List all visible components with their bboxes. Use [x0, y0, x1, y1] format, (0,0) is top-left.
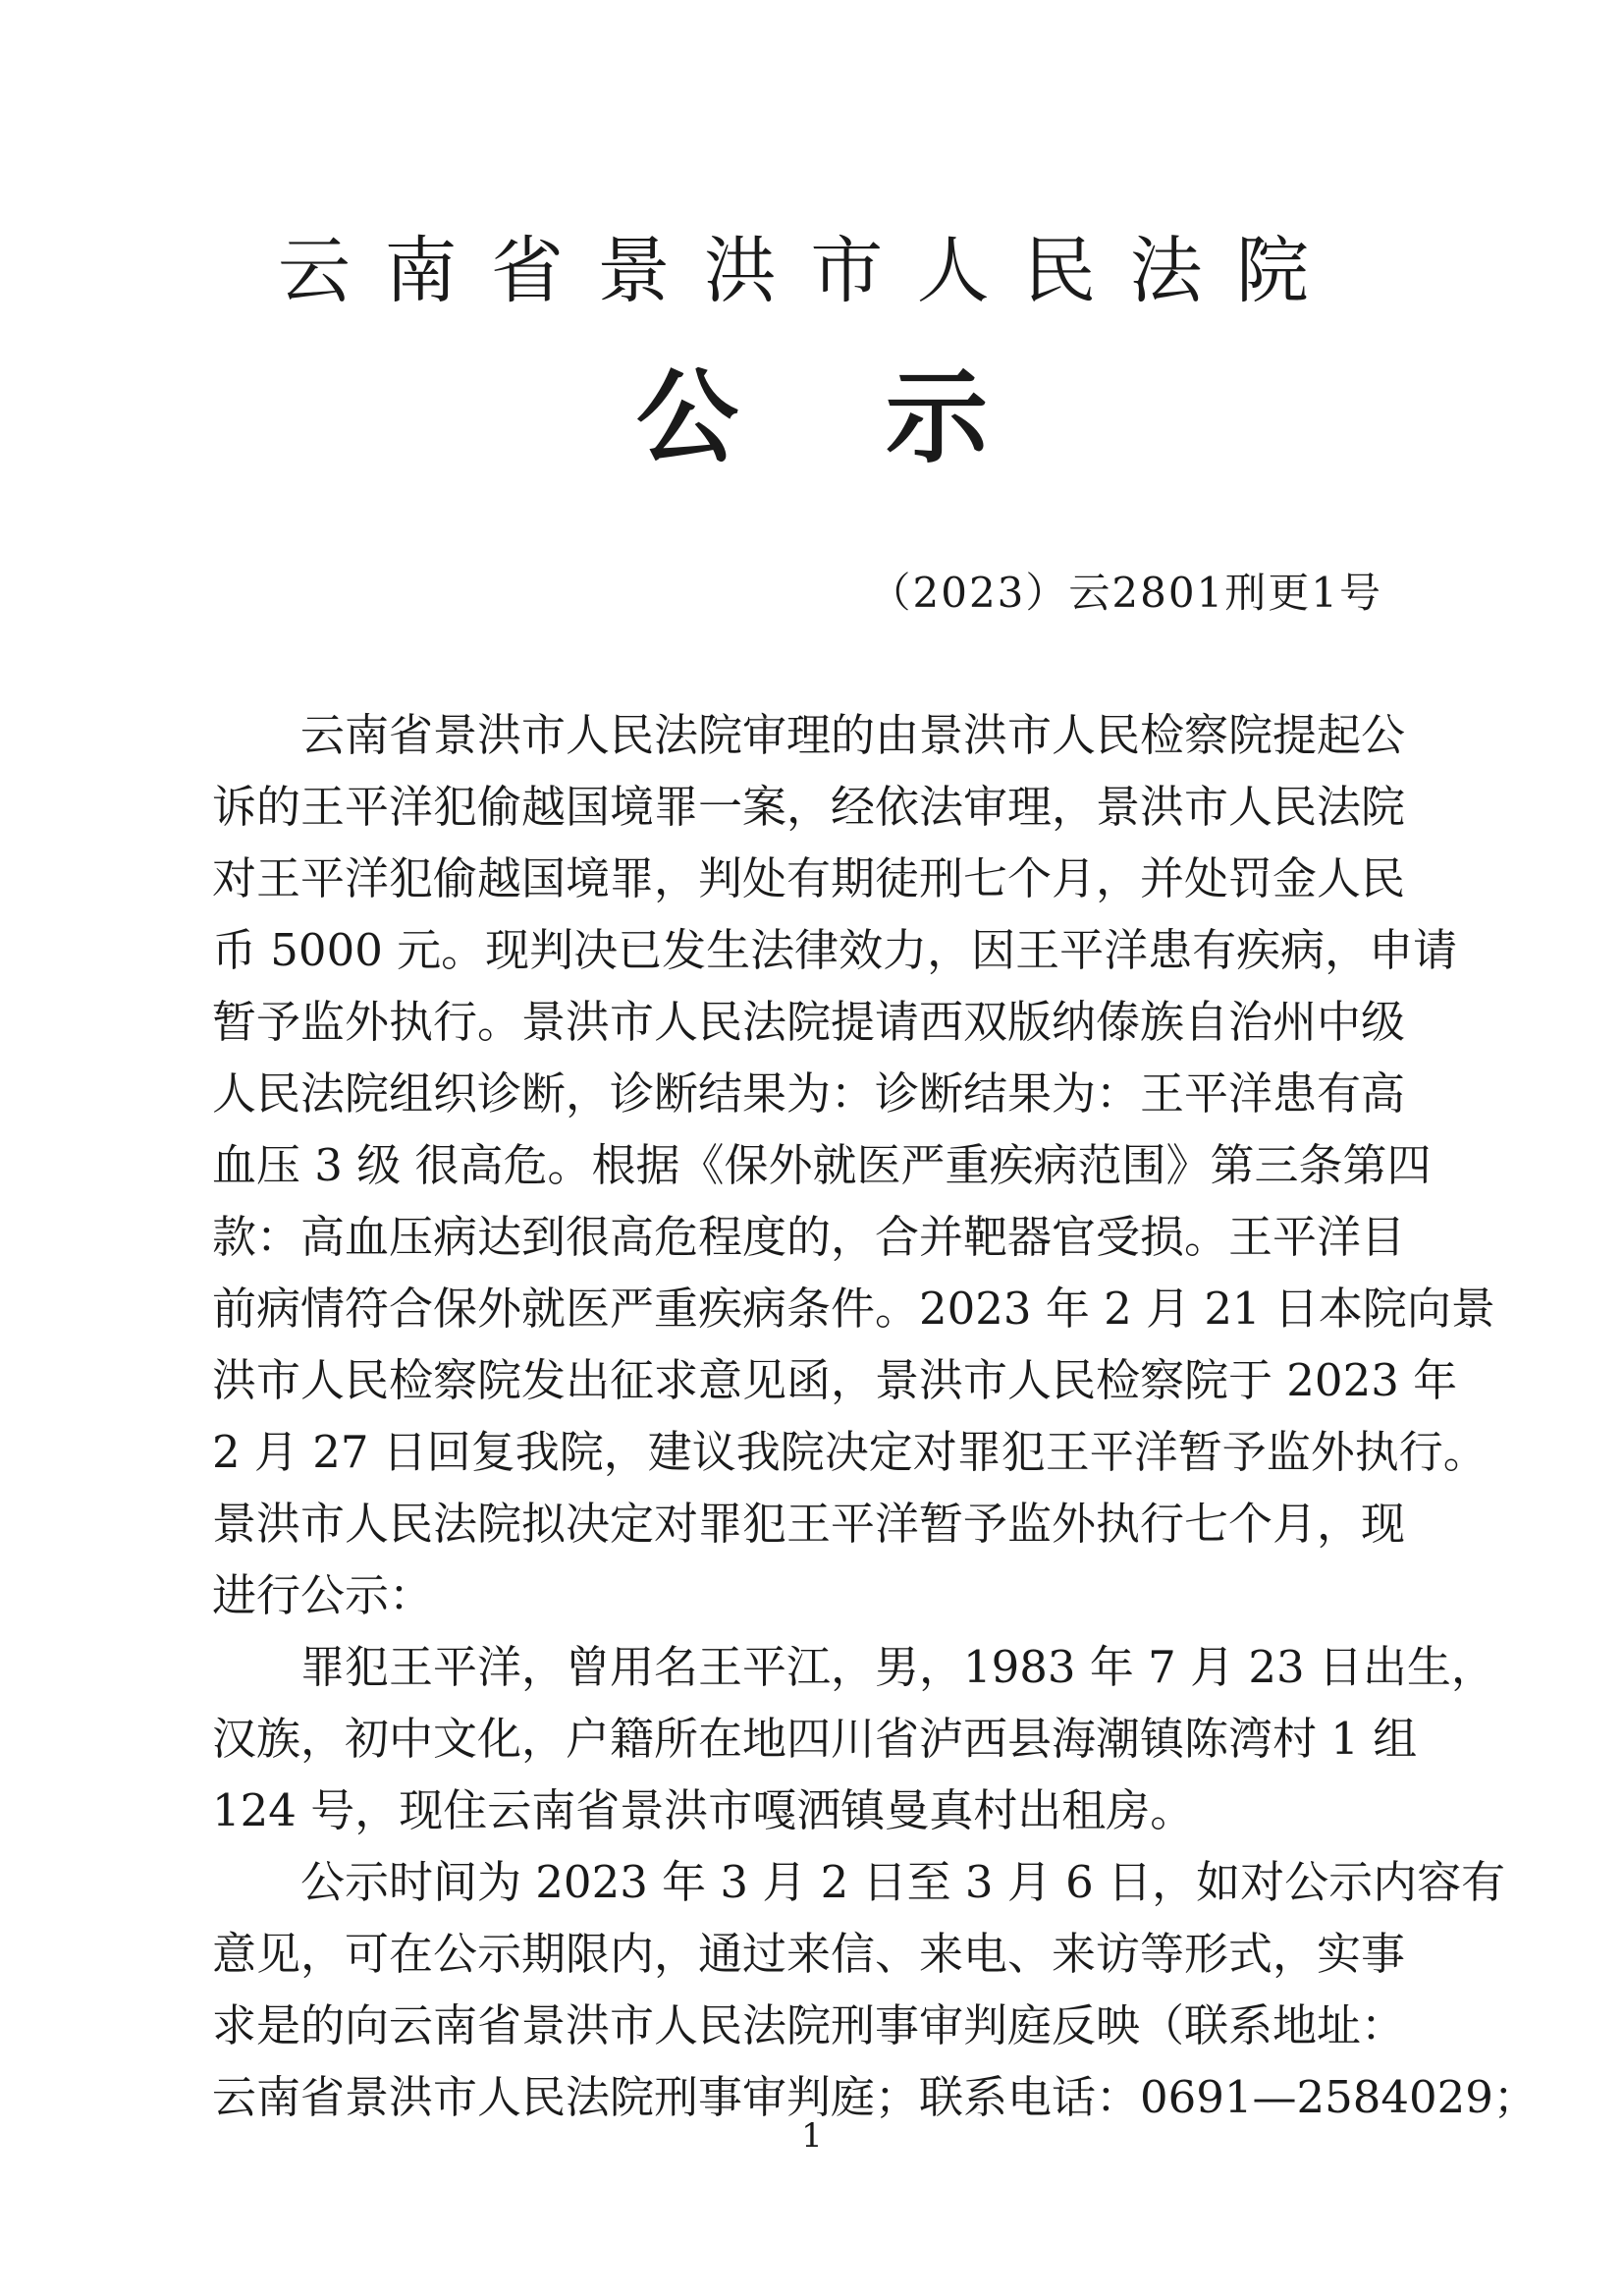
paragraph-line: 进行公示： — [212, 1569, 434, 1621]
paragraph-line: 124 号，现住云南省景洪市嘎洒镇曼真村出租房。 — [212, 1784, 1195, 1836]
page-number: 1 — [801, 2116, 823, 2156]
paragraph-line: 汉族，初中文化，户籍所在地四川省泸西县海潮镇陈湾村 1 组 — [212, 1713, 1418, 1765]
paragraph-line: 意见，可在公示期限内，通过来信、来电、来访等形式，实事 — [212, 1928, 1406, 1980]
paragraph-line: 对王平洋犯偷越国境罪，判处有期徒刑七个月，并处罚金人民 — [212, 852, 1406, 904]
paragraph-line: 2 月 27 日回复我院，建议我院决定对罪犯王平洋暂予监外执行。 — [212, 1426, 1488, 1478]
document-body — [212, 699, 1538, 2133]
paragraph-line: 云南省景洪市人民法院审理的由景洪市人民检察院提起公 — [300, 709, 1406, 761]
paragraph-line: 景洪市人民法院拟决定对罪犯王平洋暂予监外执行七个月，现 — [212, 1498, 1406, 1550]
paragraph-line: 公示时间为 2023 年 3 月 2 日至 3 月 6 日，如对公示内容有 — [300, 1856, 1506, 1908]
paragraph-line: 币 5000 元。现判决已发生法律效力，因王平洋患有疾病，申请 — [212, 924, 1458, 976]
paragraph-line: 款：高血压病达到很高危程度的，合并靶器官受损。王平洋目 — [212, 1211, 1406, 1263]
paragraph-line: 洪市人民检察院发出征求意见函，景洪市人民检察院于 2023 年 — [212, 1354, 1458, 1406]
court-name: 云南省景洪市人民法院 — [278, 229, 1309, 313]
case-number: （2023）云2801刑更1号 — [869, 569, 1382, 617]
paragraph-line: 血压 3 级 很高危。根据《保外就医严重疾病范围》第三条第四 — [212, 1139, 1432, 1191]
paragraph-line: 云南省景洪市人民法院刑事审判庭；联系电话：0691—2584029； — [212, 2071, 1538, 2123]
paragraph-line: 人民法院组织诊断，诊断结果为：诊断结果为：王平洋患有高 — [212, 1067, 1406, 1120]
paragraph-line: 求是的向云南省景洪市人民法院刑事审判庭反映（联系地址： — [212, 1999, 1406, 2051]
paragraph-line: 罪犯王平洋，曾用名王平江，男，1983 年 7 月 23 日出生， — [300, 1641, 1495, 1693]
paragraph-line: 暂予监外执行。景洪市人民法院提请西双版纳傣族自治州中级 — [212, 996, 1406, 1048]
paragraph-line: 前病情符合保外就医严重疾病条件。2023 年 2 月 21 日本院向景 — [212, 1283, 1495, 1335]
document-title: 公示 — [635, 356, 1135, 477]
paragraph-line: 诉的王平洋犯偷越国境罪一案，经依法审理，景洪市人民法院 — [212, 781, 1406, 833]
